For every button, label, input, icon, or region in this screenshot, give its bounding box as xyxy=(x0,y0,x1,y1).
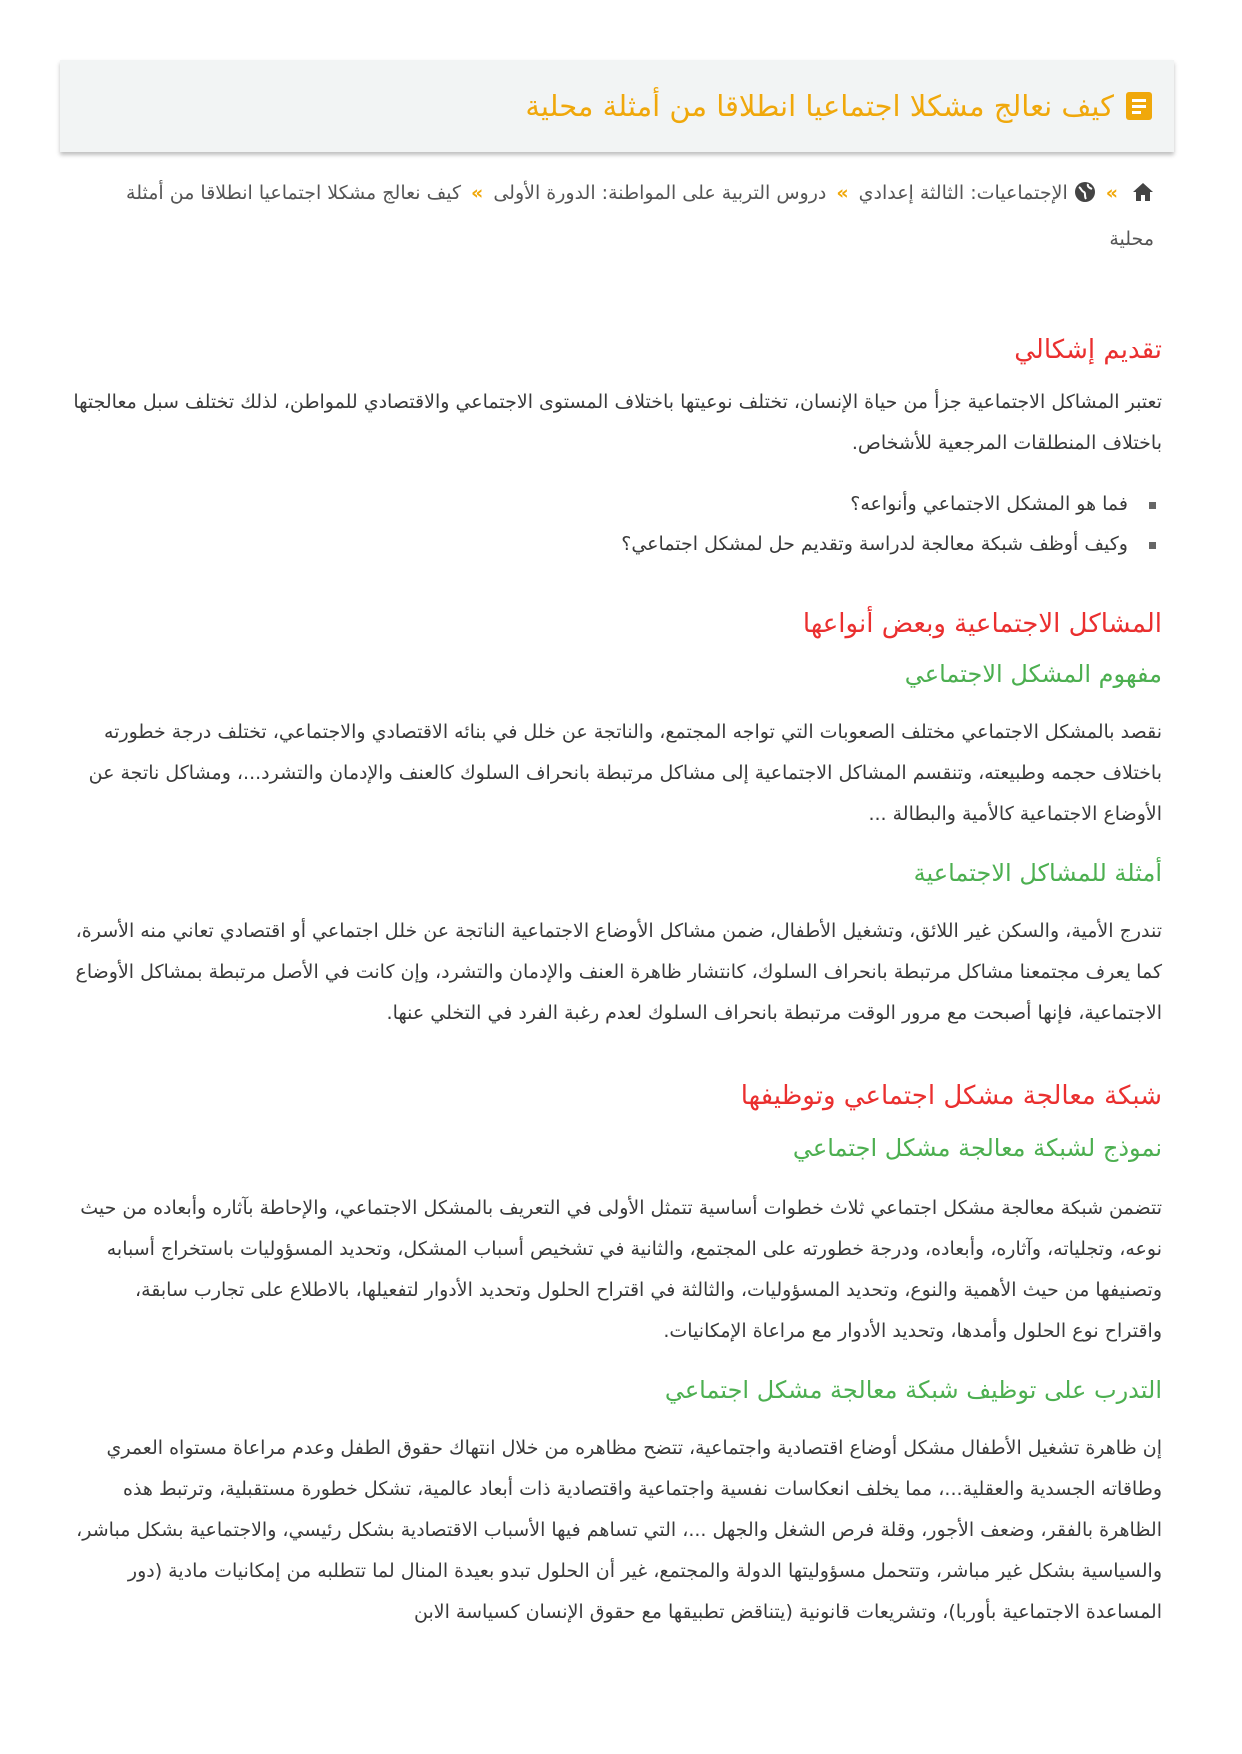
subheading-examples: أمثلة للمشاكل الاجتماعية xyxy=(913,859,1162,887)
breadcrumb-current: كيف نعالج مشكلا اجتماعيا انطلاقا من أمثلة محلية xyxy=(126,182,1154,250)
training-paragraph: إن ظاهرة تشغيل الأطفال مشكل أوضاع اقتصادية واجتماعية، تتضح مظاهره من خلال انتهاك حقوق الطفل وعدم مراعاة مستواه العمري وطاقاته الجسدية والعقلية...، مما يخلف انعكاسات نفسية واجتماعية واقتصادية ذات أبعاد عالمية، تشكل خطورة مستقبلية، وترتبط هذه الظاهرة بالفقر، وضعف الأجور، وقلة فرص الشغل والجهل ...، التي تساهم فيها الأسباب الاقتصادية بشكل رئيسي، والاجتماعية بشكل مباشر، والسياسية بشكل غير مباشر، وتتحمل مسؤوليتها الدولة والمجتمع، غير أن الحلول تبدو بعيدة المنال لما تتطلبه من إمكانيات مادية (دور المساعدة الاجتماعية بأوربا)، وتشريعات قانونية (يتناقض تطبيقها مع حقوق الإنسان كسياسة الابن xyxy=(76,1437,1162,1623)
page-title-bar xyxy=(60,60,1174,152)
section-heading-network: شبكة معالجة مشكل اجتماعي وتوظيفها xyxy=(740,1081,1162,1111)
subheading-training: التدرب على توظيف شبكة معالجة مشكل اجتماعي xyxy=(664,1376,1162,1404)
breadcrumb-separator: » xyxy=(836,182,849,204)
question-list xyxy=(72,484,1162,564)
intro-paragraph: تعتبر المشاكل الاجتماعية جزأ من حياة الإنسان، تختلف نوعيتها باختلاف المستوى الاجتماعي والاقتصادي للمواطن، لذلك تختلف سبل معالجتها باختلاف المنطلقات المرجعية للأشخاص. xyxy=(73,391,1162,454)
subheading-model: نموذج لشبكة معالجة مشكل اجتماعي xyxy=(792,1134,1162,1162)
home-icon[interactable] xyxy=(1132,175,1154,217)
page-title: كيف نعالج مشكلا اجتماعيا انطلاقا من أمثلة محلية xyxy=(525,89,1114,123)
model-paragraph: تتضمن شبكة معالجة مشكل اجتماعي ثلاث خطوات أساسية تتمثل الأولى في التعريف بالمشكل الاجتماعي، والإحاطة بآثاره وأبعاده من حيث نوعه، وتجلياته، وآثاره، وأبعاده، ودرجة خطورته على المجتمع، والثانية في تشخيص أسباب المشكل، وتحديد المسؤوليات باستخراج أسبابه وتصنيفها من حيث الأهمية والنوع، وتحديد المسؤوليات، والثالثة في اقتراح الحلول وتحديد الأدوار لتفعيلها، بالاطلاع على تجارب سابقة، واقتراح نوع الحلول وأمدها، وتحديد الأدوار مع مراعاة الإمكانيات. xyxy=(80,1197,1162,1342)
breadcrumb-separator: » xyxy=(1105,182,1118,204)
breadcrumb-separator: » xyxy=(471,182,484,204)
article-content xyxy=(72,330,1162,1633)
list-item: وكيف أوظف شبكة معالجة لدراسة وتقديم حل لمشكل اجتماعي؟ xyxy=(72,524,1162,564)
breadcrumb-link-subject[interactable]: الإجتماعيات: الثالثة إعدادي xyxy=(858,182,1068,204)
subheading-concept: مفهوم المشكل الاجتماعي xyxy=(904,660,1162,688)
article-icon xyxy=(1126,92,1152,120)
section-heading-problems: المشاكل الاجتماعية وبعض أنواعها xyxy=(802,609,1162,639)
globe-icon xyxy=(1074,176,1096,218)
breadcrumb xyxy=(84,172,1154,260)
concept-paragraph: نقصد بالمشكل الاجتماعي مختلف الصعوبات التي تواجه المجتمع، والناتجة عن خلل في بنائه الاقتصادي والاجتماعي، تختلف درجة خطورته باختلاف حجمه وطبيعته، وتنقسم المشاكل الاجتماعية إلى مشاكل مرتبطة بانحراف السلوك كالعنف والإدمان والتشرد...، ومشاكل ناتجة عن الأوضاع الاجتماعية كالأمية والبطالة ... xyxy=(88,721,1162,825)
section-heading-intro: تقديم إشكالي xyxy=(1014,335,1162,365)
examples-paragraph: تندرج الأمية، والسكن غير اللائق، وتشغيل الأطفال، ضمن مشاكل الأوضاع الاجتماعية الناتجة عن خلل اجتماعي أو اقتصادي تعاني منه الأسرة، كما يعرف مجتمعنا مشاكل مرتبطة بانحراف السلوك، كانتشار ظاهرة العنف والإدمان والتشرد، وإن كانت في الأصل مرتبطة بمشاكل الأوضاع الاجتماعية، فإنها أصبحت مع مرور الوقت مرتبطة بانحراف السلوك لعدم رغبة الفرد في التخلي عنها. xyxy=(75,920,1162,1024)
breadcrumb-link-unit[interactable]: دروس التربية على المواطنة: الدورة الأولى xyxy=(493,182,827,204)
list-item: فما هو المشكل الاجتماعي وأنواعه؟ xyxy=(72,484,1162,524)
